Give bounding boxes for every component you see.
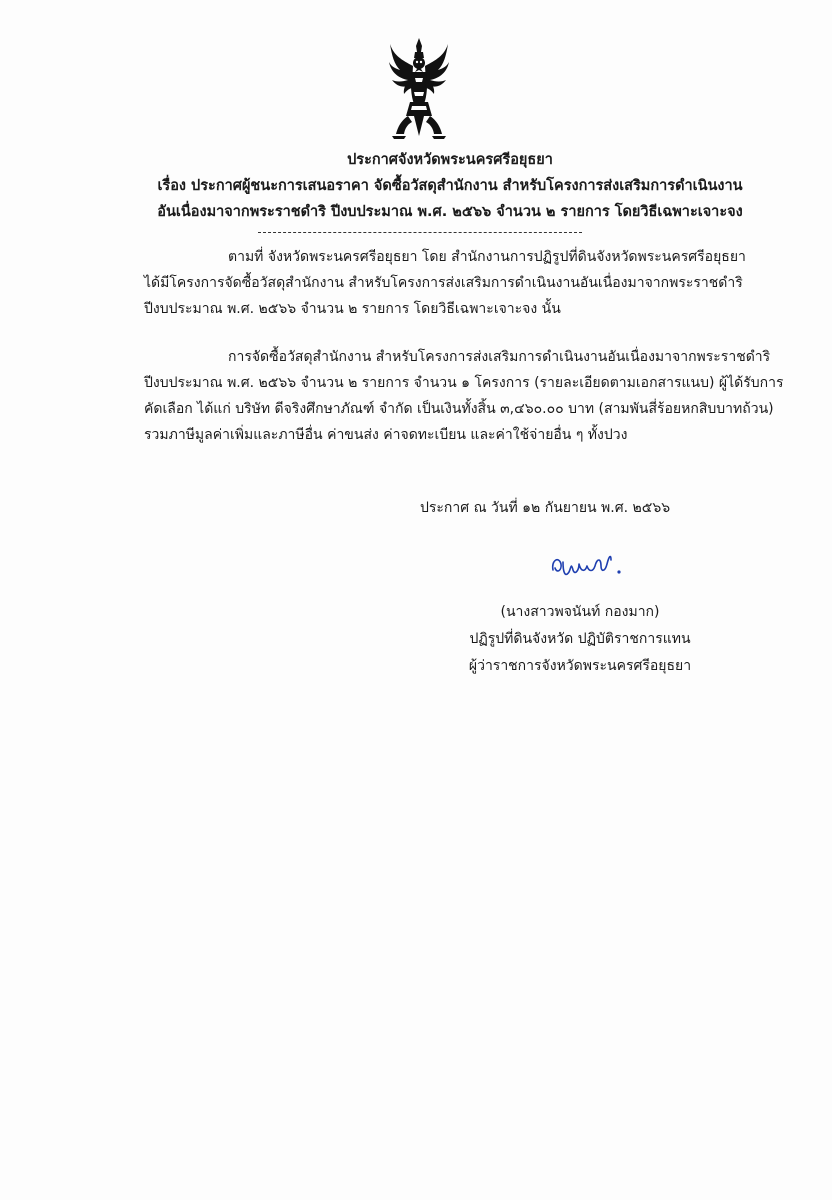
- paragraph2-line3: คัดเลือก ได้แก่ บริษัท ดีจริงศึกษาภัณฑ์ จำกัด เป็นเงินทั้งสิ้น ๓,๔๖๐.๐๐ บาท (สามพันสี่ร้อยหกสิบบาทถ้วน): [144, 401, 774, 417]
- paragraph2-line2: ปีงบประมาณ พ.ศ. ๒๕๖๖ จำนวน ๒ รายการ จำนวน ๑ โครงการ (รายละเอียดตามเอกสารแนบ) ผู้ได้รับการ: [144, 375, 784, 391]
- handwritten-signature-icon: [545, 548, 635, 588]
- signer-authority: ผู้ว่าราชการจังหวัดพระนครศรีอยุธยา: [468, 658, 692, 674]
- paragraph2-line4: รวมภาษีมูลค่าเพิ่มและภาษีอื่น ค่าขนส่ง ค่าจดทะเบียน และค่าใช้จ่ายอื่น ๆ ทั้งปวง: [144, 427, 628, 443]
- announcement-subject-line2: อันเนื่องมาจากพระราชดำริ ปีงบประมาณ พ.ศ. ๒๕๖๖ จำนวน ๒ รายการ โดยวิธีเฉพาะเจาะจง: [157, 204, 743, 220]
- signer-name: (นางสาวพจนันท์ กองมาก): [500, 604, 660, 620]
- garuda-emblem-icon: [388, 36, 450, 140]
- paragraph1-line3: ปีงบประมาณ พ.ศ. ๒๕๖๖ จำนวน ๒ รายการ โดยวิธีเฉพาะเจาะจง นั้น: [144, 301, 561, 317]
- heading-divider: [258, 232, 582, 233]
- announcement-title: ประกาศจังหวัดพระนครศรีอยุธยา: [347, 152, 553, 168]
- announcement-subject-line1: เรื่อง ประกาศผู้ชนะการเสนอราคา จัดซื้อวัสดุสำนักงาน สำหรับโครงการส่งเสริมการดำเนินงาน: [157, 178, 743, 194]
- paragraph2-line1: การจัดซื้อวัสดุสำนักงาน สำหรับโครงการส่งเสริมการดำเนินงานอันเนื่องมาจากพระราชดำริ: [228, 349, 771, 365]
- paragraph1-line2: ได้มีโครงการจัดซื้อวัสดุสำนักงาน สำหรับโครงการส่งเสริมการดำเนินงานอันเนื่องมาจากพระราชดำริ: [144, 275, 743, 291]
- signer-title: ปฏิรูปที่ดินจังหวัด ปฏิบัติราชการแทน: [469, 631, 691, 647]
- announcement-date: ประกาศ ณ วันที่ ๑๒ กันยายน พ.ศ. ๒๕๖๖: [420, 500, 671, 516]
- paragraph1-line1: ตามที่ จังหวัดพระนครศรีอยุธยา โดย สำนักงานการปฏิรูปที่ดินจังหวัดพระนครศรีอยุธยา: [228, 249, 746, 265]
